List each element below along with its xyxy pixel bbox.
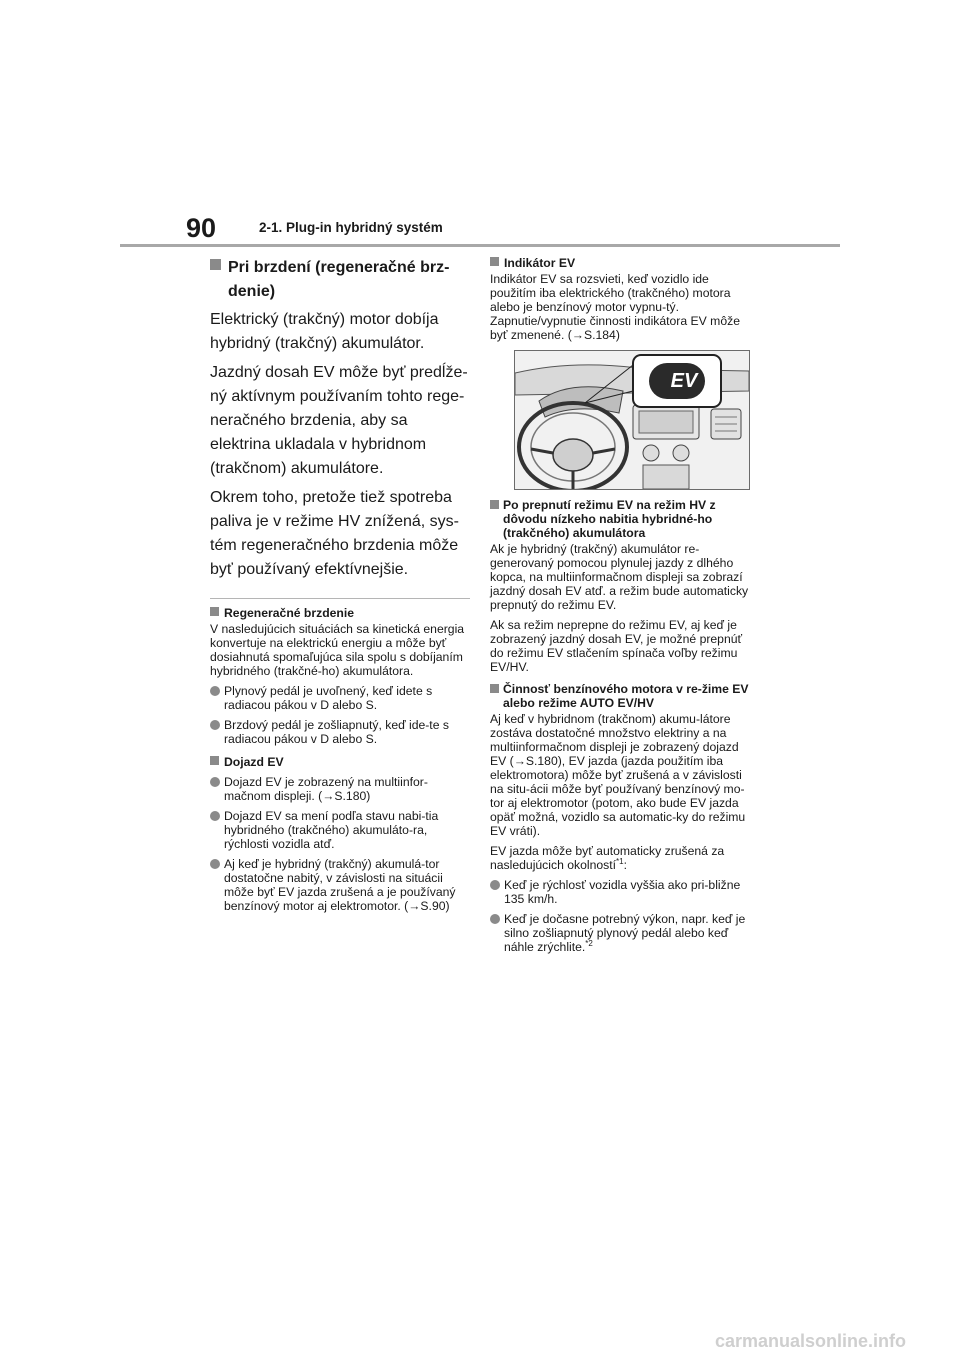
dojazd-subheading: Dojazd EV <box>210 755 470 769</box>
paragraph: Elektrický (trakčný) motor dobíja hybridný (trakčný) akumulátor. <box>210 311 439 352</box>
regen-subheading: Regeneračné brzdenie <box>210 606 470 620</box>
round-bullet-icon <box>210 720 220 730</box>
round-bullet-icon <box>210 811 220 821</box>
dashboard-illustration <box>514 350 750 490</box>
footnote-ref: *1 <box>616 856 624 866</box>
left-column <box>210 256 470 919</box>
paragraph: Ak sa režim neprepne do režimu EV, aj keď je zobrazený jazdný dosah EV, je možné prepnúť do režimu EV stlačením spínača voľby režimu EV/HV. <box>490 618 743 674</box>
paragraph: EV jazda môže byť automaticky zrušená za nasledujúcich okolností$^{*1}$: <box>490 844 725 872</box>
square-bullet-icon <box>490 500 499 509</box>
round-bullet-icon <box>490 914 500 924</box>
list-item: Dojazd EV sa mení podľa stavu nabi-tia hybridného (trakčného) akumuláto-ra, rýchlosti vozidla atď. <box>210 809 470 851</box>
round-bullet-icon <box>490 880 500 890</box>
list-item: Dojazd EV je zobrazený na multiinfor-mačnom displeji. (→S.180) <box>210 775 470 803</box>
footnote-ref: *2 <box>585 938 593 948</box>
list-item: Keď je rýchlosť vozidla vyššia ako pri-bližne 135 km/h. <box>490 878 750 906</box>
round-bullet-icon <box>210 859 220 869</box>
regen-braking-heading: Pri brzdení (regeneračné brz- denie) <box>210 256 470 304</box>
paragraph: Ak je hybridný (trakčný) akumulátor re-generovaný pomocou plynulej jazdy z dlhého kopca, na multiinformačnom displeji sa zobrazí jazdný dosah EV atď. a režim bude automaticky prepnutý do režimu EV. <box>490 542 749 612</box>
right-column <box>490 256 750 960</box>
divider <box>210 598 470 599</box>
ev-badge: EV <box>670 370 698 392</box>
dashboard-drawing <box>515 351 749 489</box>
list-item: Brzdový pedál je zošliapnutý, keď ide-te s radiacou pákou v D alebo S. <box>210 718 470 746</box>
square-bullet-icon <box>490 684 499 693</box>
square-bullet-icon <box>210 607 219 616</box>
header-rule <box>120 244 840 247</box>
list-item: Keď je dočasne potrebný výkon, napr. keď je silno zošliapnutý plynový pedál alebo keď náhle zrýchlite.$^{*2}$ <box>490 912 750 954</box>
square-bullet-icon <box>210 756 219 765</box>
list-item: Aj keď je hybridný (trakčný) akumulá-tor dostatočne nabitý, v závislosti na situácii môže byť EV jazda zrušená a je používaný benzínový motor aj elektromotor. (→S.90) <box>210 857 470 913</box>
list-item: Plynový pedál je uvoľnený, keď idete s radiacou pákou v D alebo S. <box>210 684 470 712</box>
paragraph: Aj keď v hybridnom (trakčnom) akumu-látore zostáva dostatočné množstvo elektriny a na multiinformačnom displeji je zobrazený dojazd EV (→S.180), EV jazda (jazda použitím iba elektromotora) môže byť zrušená a v závislosti na situ-ácii môže byť používaný benzínový mo-tor aj elektromotor (potom, ako bude EV jazda opäť možná, vozidlo sa automatic-ky do režimu EV vráti). <box>490 712 746 838</box>
mode-switch-heading: Po prepnutí režimu EV na režim HV z dôvodu nízkeho nabitia hybridné-ho (trakčného) akumulátora <box>490 498 750 540</box>
round-bullet-icon <box>210 777 220 787</box>
square-bullet-icon <box>490 257 499 266</box>
square-bullet-icon <box>210 259 221 270</box>
page-number: 90 <box>186 213 217 243</box>
regen-text: V nasledujúcich situáciách sa kinetická energia konvertuje na elektrickú energiu a môže byť dosiahnutá spomaľujúca sila spolu s dobíjaním hybridného (trakčné-ho) akumulátora. <box>210 622 465 678</box>
watermark: carmanualsonline.info <box>715 1331 907 1351</box>
engine-operation-heading: Činnosť benzínového motora v re-žime EV alebo režime AUTO EV/HV <box>490 682 750 710</box>
round-bullet-icon <box>210 686 220 696</box>
ev-indicator-text: Indikátor EV sa rozsvieti, keď vozidlo ide použitím iba elektrického (trakčného) motora alebo je benzínový motor vypnu-tý. Zapnutie/vypnutie činnosti indikátora EV môže byť zmenené. (→S.184) <box>490 272 740 342</box>
paragraph: Jazdný dosah EV môže byť predĺže-ný aktívnym používaním tohto rege-neračného brzdenia, aby sa elektrina ukladala v hybridnom (trakčnom) akumulátore. <box>210 364 468 477</box>
paragraph: Okrem toho, pretože tiež spotreba paliva je v režime HV znížená, sys-tém regeneračného brzdenia môže byť používaný efektívnejšie. <box>210 489 459 578</box>
section-title: 2-1. Plug-in hybridný systém <box>259 220 443 235</box>
ev-indicator-heading: Indikátor EV <box>490 256 750 270</box>
